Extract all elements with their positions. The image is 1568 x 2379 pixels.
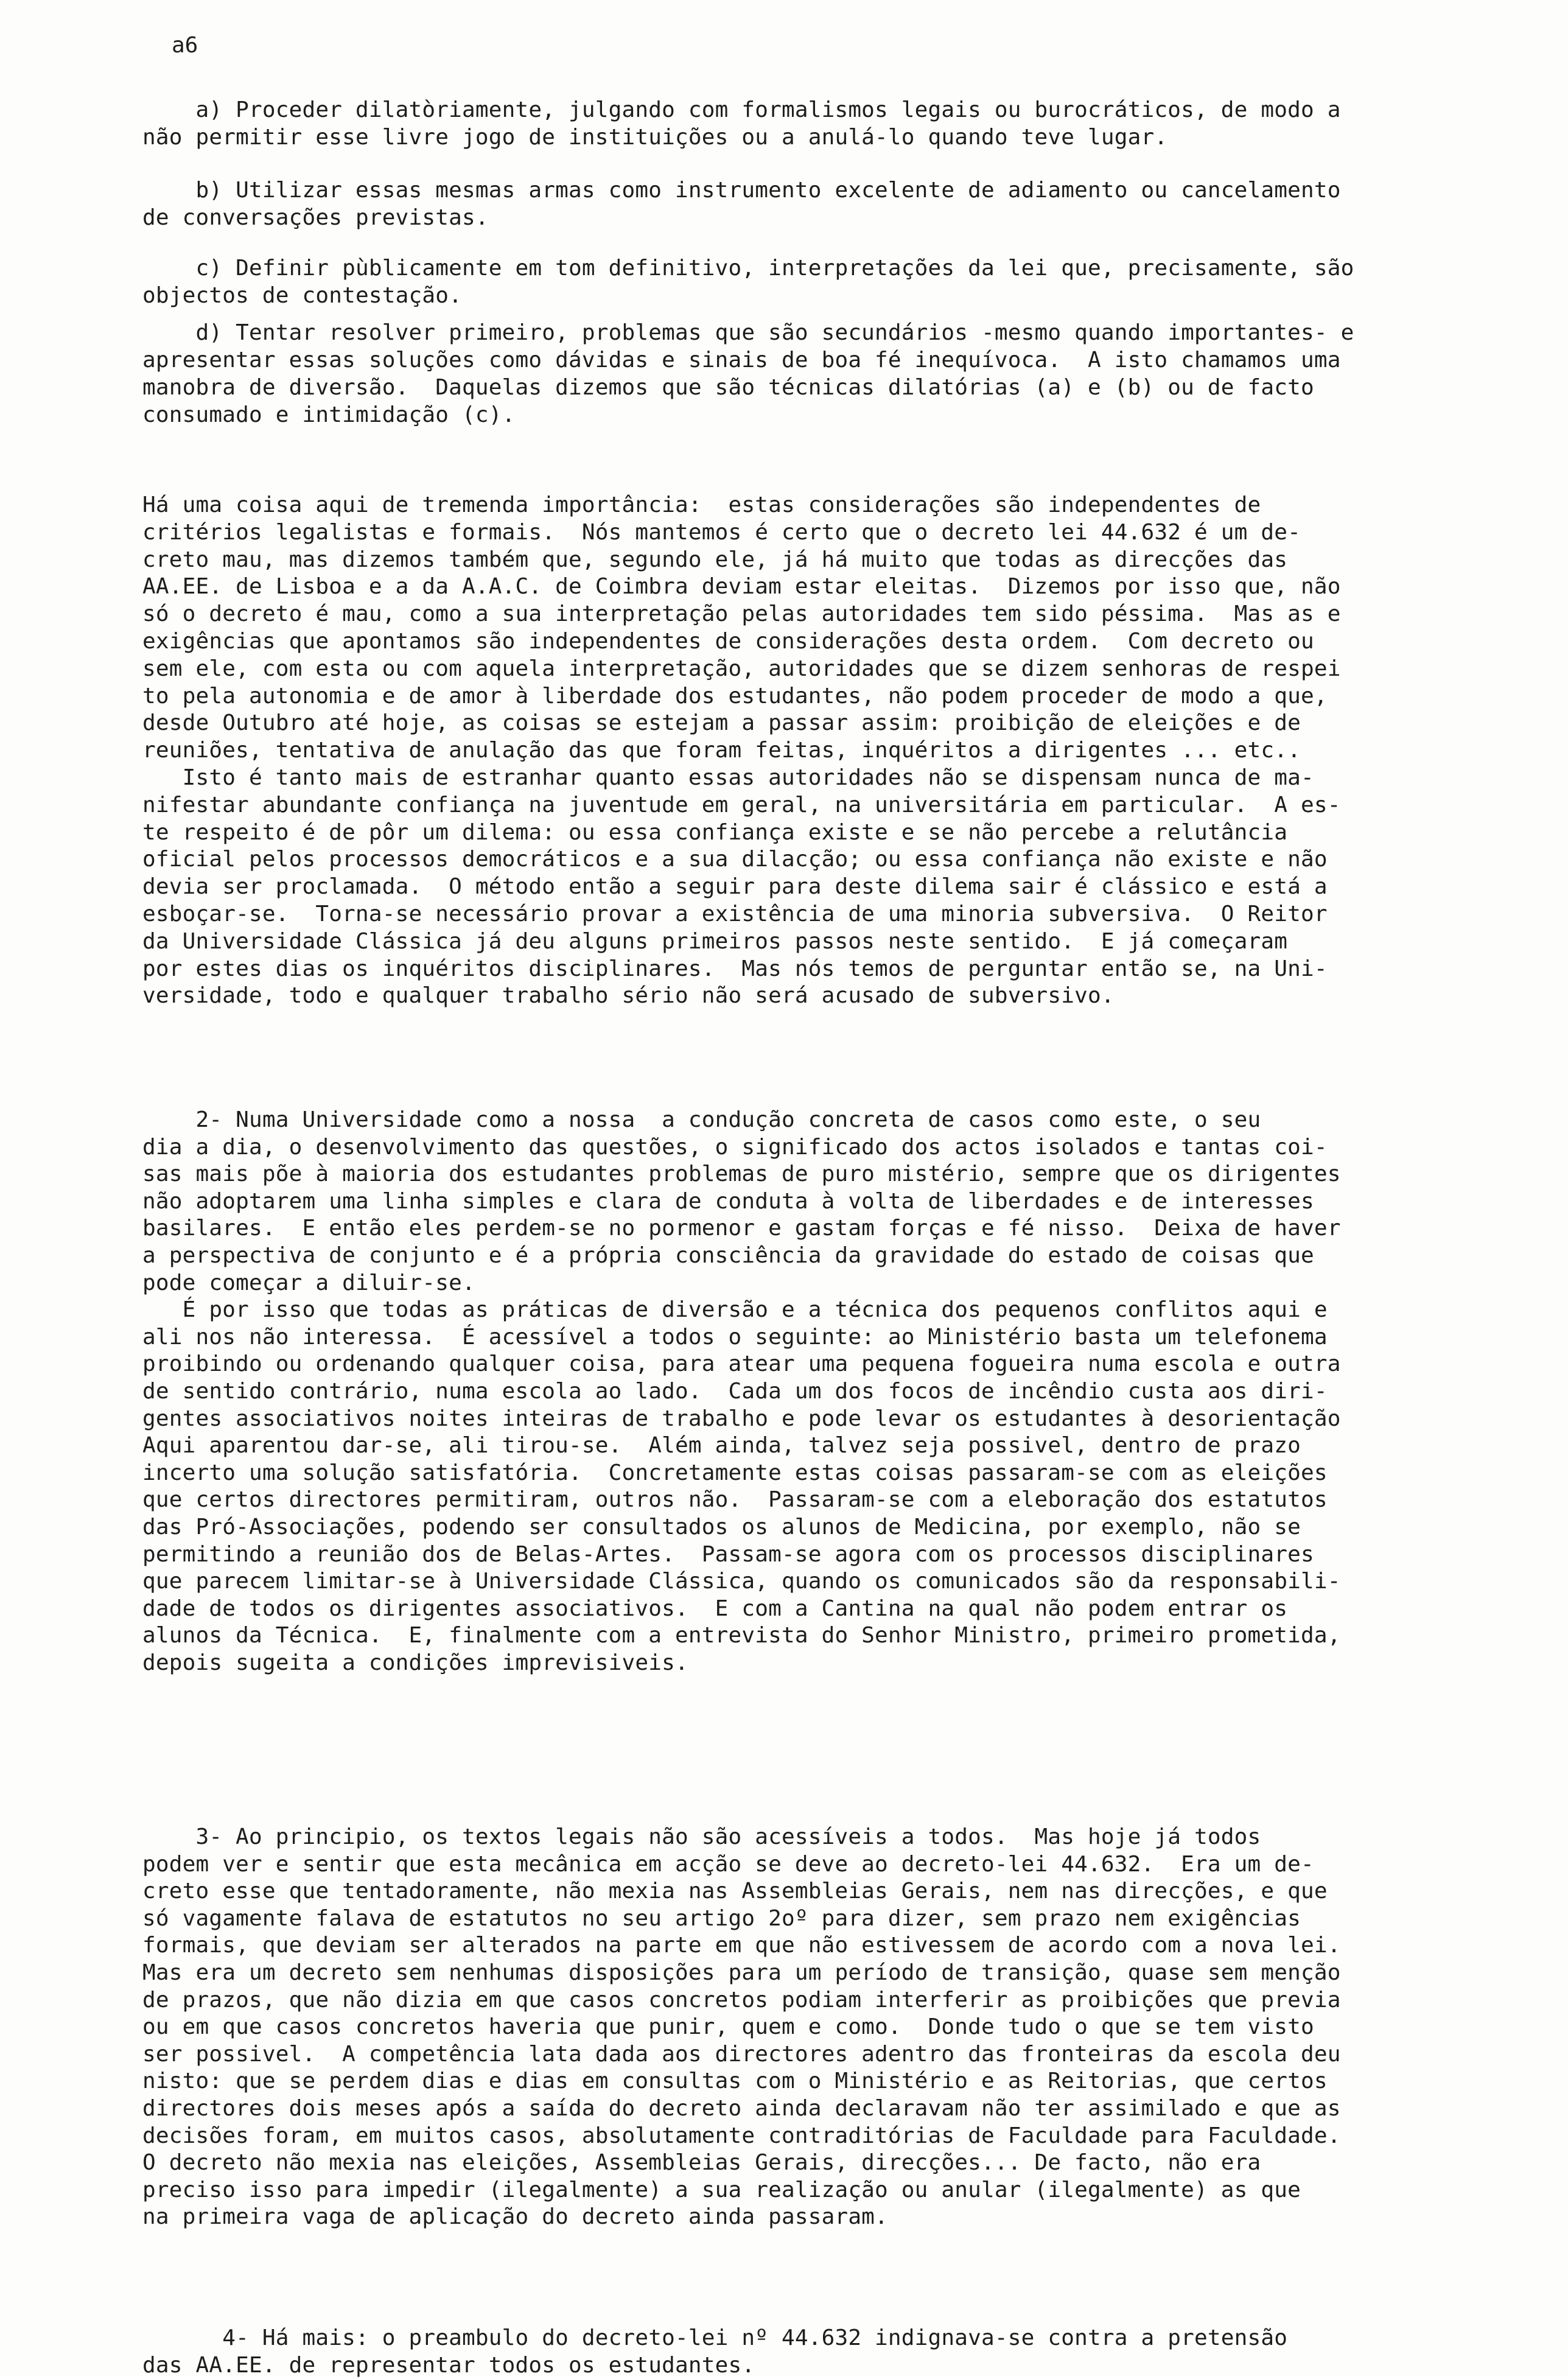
paragraph-section-1: Há uma coisa aqui de tremenda importância: estas considerações são independentes de critérios legalistas e formais. Nós mantemos é certo que o decreto lei 44.632 é um de- creto mau, mas dizemos também que, segundo ele, já há muito que todas as direcções das AA.EE. de Lisboa e a da A.A.C. de Coimbra deviam estar eleitas. Dizemos por isso que, não só o decreto é mau, como a sua interpretação pelas autoridades tem sido péssima. Mas as e exigências que apontamos são independentes de considerações desta ordem. Com decreto ou sem ele, com esta ou com aquela interpretação, autoridades que se dizem senhoras de respei to pela autonomia e de amor à liberdade dos estudantes, não podem proceder de modo a que, desde Outubro até hoje, as coisas se estejam a passar assim: proibição de eleições e de reuniões, tentativa de anulação das que foram feitas, inquéritos a dirigentes ... etc.. Isto é tanto mais de estranhar quanto essas autoridades não se dispensam nunca de ma- nifestar abundante confiança na juventude em geral, na universitária em particular. A es- te respeito é de pôr um dilema: ou essa confiança existe e se não percebe a relutância oficial pelos processos democráticos e a sua dilacção; ou essa confiança não existe e não devia ser proclamada. O método então a seguir para deste dilema sair é clássico e está a esboçar-se. Torna-se necessário provar a existência de uma minoria subversiva. O Reitor da Universidade Clássica já deu alguns primeiros passos neste sentido. E já começaram por estes dias os inquéritos disciplinares. Mas nós temos de perguntar então se, na Uni- versidade, todo e qualquer trabalho sério não será acusado de subversivo. (142, 492, 1341, 1009)
page-number: a6 (172, 33, 198, 58)
paragraph-item-c: c) Definir pùblicamente em tom definitivo, interpretações da lei que, precisamente, são objectos de contestação. (142, 256, 1354, 308)
paragraph-section-2: 2- Numa Universidade como a nossa a condução concreta de casos como este, o seu dia a dia, o desenvolvimento das questões, o significado dos actos isolados e tantas coi- sas mais põe à maioria dos estudantes problemas de puro mistério, sempre que os dirigentes não adoptarem uma linha simples e clara de conduta à volta de liberdades e de interesses basilares. E então eles perdem-se no pormenor e gastam forças e fé nisso. Deixa de haver a perspectiva de conjunto e é a própria consciência da gravidade do estado de coisas que pode começar a diluir-se. É por isso que todas as práticas de diversão e a técnica dos pequenos conflitos aqui e ali nos não interessa. É acessível a todos o seguinte: ao Ministério basta um telefonema proibindo ou ordenando qualquer coisa, para atear uma pequena fogueira numa escola e outra de sentido contrário, numa escola ao lado. Cada um dos focos de incêndio custa aos diri- gentes associativos noites inteiras de trabalho e pode levar os estudantes à desorientação Aqui aparentou dar-se, ali tirou-se. Além ainda, talvez seja possivel, dentro de prazo incerto uma solução satisfatória. Concretamente estas coisas passaram-se com as eleições que certos directores permitiram, outros não. Passaram-se com a eleboração dos estatutos das Pró-Associações, podendo ser consultados os alunos de Medicina, por exemplo, não se permitindo a reunião dos de Belas-Artes. Passam-se agora com os processos disciplinares que parecem limitar-se à Universidade Clássica, quando os comunicados são da responsabili- dade de todos os dirigentes associativos. E com a Cantina na qual não podem entrar os alunos da Técnica. E, finalmente com a entrevista do Senhor Ministro, primeiro prometida, depois sugeita a condições imprevisiveis. (142, 1107, 1341, 1675)
paragraph-section-3: 3- Ao principio, os textos legais não são acessíveis a todos. Mas hoje já todos podem ver e sentir que esta mecânica em acção se deve ao decreto-lei 44.632. Era um de- creto esse que tentadoramente, não mexia nas Assembleias Gerais, nem nas direcções, e que só vagamente falava de estatutos no seu artigo 2oº para dizer, sem prazo nem exigências formais, que deviam ser alterados na parte em que não estivessem de acordo com a nova lei. Mas era um decreto sem nenhumas disposições para um período de transição, quase sem menção de prazos, que não dizia em que casos concretos podiam interferir as proibições que previa ou em que casos concretos haveria que punir, quem e como. Donde tudo o que se tem visto ser possivel. A competência lata dada aos directores adentro das fronteiras da escola deu nisto: que se perdem dias e dias em consultas com o Ministério e as Reitorias, que certos directores dois meses após a saída do decreto ainda declaravam não ter assimilado e que as decisões foram, em muitos casos, absolutamente contraditórias de Faculdade para Faculdade. O decreto não mexia nas eleições, Assembleias Gerais, direcções... De facto, não era preciso isso para impedir (ilegalmente) a sua realização ou anular (ilegalmente) as que na primeira vaga de aplicação do decreto ainda passaram. (142, 1824, 1341, 2230)
paragraph-section-4: 4- Há mais: o preambulo do decreto-lei nº 44.632 indignava-se contra a pretensão das AA.EE. de representar todos os estudantes. (142, 2325, 1288, 2378)
paragraph-item-d: d) Tentar resolver primeiro, problemas que são secundários -mesmo quando importantes- e apresentar essas soluções como dávidas e sinais de boa fé inequívoca. A isto chamamos uma manobra de diversão. Daquelas dizemos que são técnicas dilatórias (a) e (b) ou de facto consumado e intimidação (c). (142, 320, 1354, 427)
paragraph-item-a: a) Proceder dilatòriamente, julgando com formalismos legais ou burocráticos, de modo a não permitir esse livre jogo de instituições ou a anulá-lo quando teve lugar. (142, 97, 1341, 150)
paragraph-item-b: b) Utilizar essas mesmas armas como instrumento excelente de adiamento ou cancelamento de conversações previstas. (142, 178, 1341, 230)
